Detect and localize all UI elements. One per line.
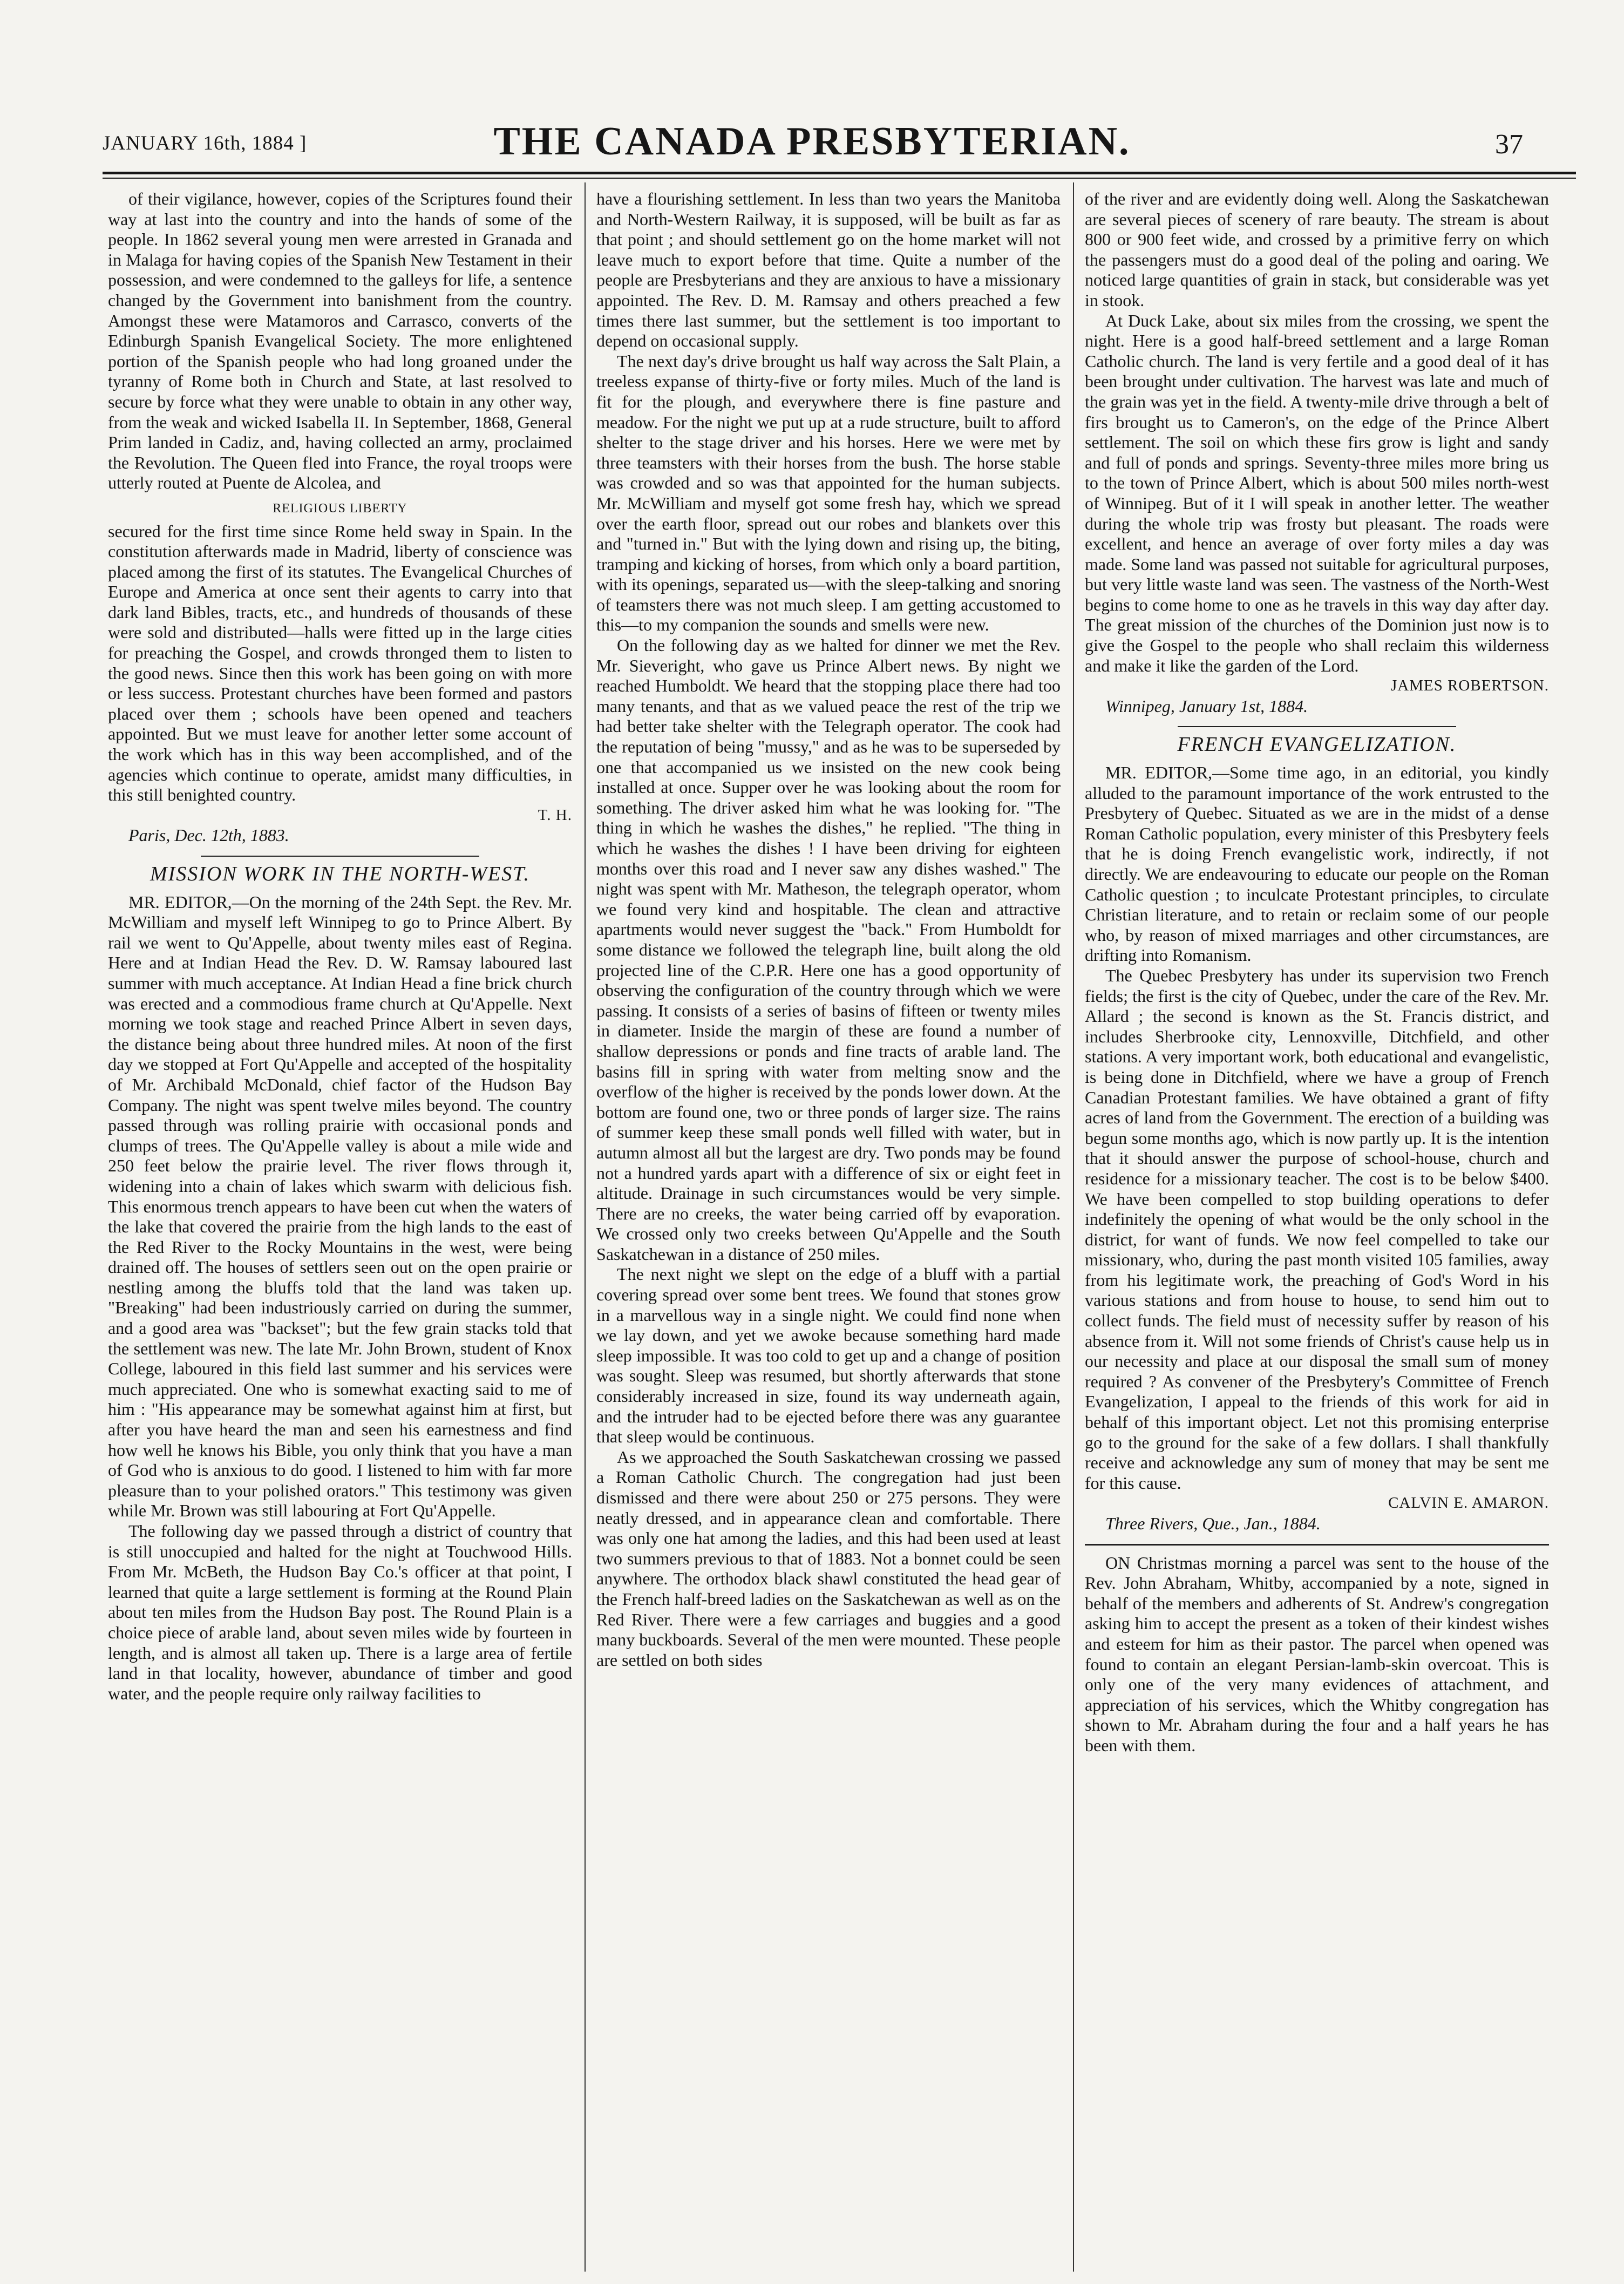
paragraph: ON Christmas morning a parcel was sent to the house of the Rev. John Abraham, Whitby, accompanied by a note, signed in behalf of the members and adherents of St. Andrew's congregation asking him to accept the present as a token of their kindest wishes and esteem for him as their pastor. The parcel when opened was found to contain an elegant Persian-lamb-skin overcoat. This is only one of the very many evidences of attachment, and appreciation of his services, which the Whitby congregation has shown to Mr. Abraham during the four and a half years he has been with them. bbox=[1085, 1553, 1549, 1755]
masthead-rule-thin bbox=[103, 178, 1576, 179]
dateline: Winnipeg, January 1st, 1884. bbox=[1105, 696, 1308, 716]
paragraph: secured for the first time since Rome held sway in Spain. In the constitution afterwards made in Madrid, liberty of conscience was placed among the first of its statutes. The Evangelical Churches of Europe and America at once sent their agents to carry into that dark land Bibles, tracts, etc., and hundreds of thousands of these were sold and distributed—halls were fitted up in the large cities for preaching the Gospel, and crowds thronged them to listen to the good news. Since then this work has been going on with more or less success. Protestant churches have been formed and pastors placed over them ; schools have been opened and teachers appointed. But we must leave for another letter some account of the work which has in this way been accomplished, and of the agencies which continue to operate, amidst many difficulties, in this still benighted country. bbox=[108, 521, 572, 805]
article-heading: MISSION WORK IN THE NORTH-WEST. bbox=[150, 863, 531, 885]
section-rule bbox=[1085, 1544, 1549, 1546]
column-divider bbox=[585, 182, 586, 2272]
paragraph: MR. EDITOR,—On the morning of the 24th Sept. the Rev. Mr. McWilliam and myself left Winnipeg to go to Prince Albert. By rail we went to Qu'Appelle, about twenty miles east of Regina. Here and at Indian Head the Rev. D. W. Ramsay laboured last summer with much acceptance. At Indian Head a fine brick church was erected and a commodious frame church at Qu'Appelle. Next morning we took stage and reached Prince Albert in seven days, the distance being about three hundred miles. At noon of the first day we stopped at Fort Qu'Appelle and accepted of the hospitality of Mr. Archibald McDonald, chief factor of the Hudson Bay Company. The night was spent twelve miles beyond. The country passed through was rolling prairie with occasional ponds and clumps of trees. The Qu'Appelle valley is about a mile wide and 250 feet below the prairie level. The river flows through it, widening into a chain of lakes which swarm with delicious fish. This enormous trench appears to have been cut when the waters of the lake that covered the prairie from the high lands to the east of the Red River to the Rocky Mountains in the west, were being drained off. The houses of settlers seen out on the open prairie or nestling among the bluffs told that the land was taken up. "Breaking" had been industriously carried on during the summer, and a good area was "backset"; but the few grain stacks told that the settlement was new. The late Mr. John Brown, student of Knox College, laboured in this field last summer and his services were much appreciated. One who is somewhat exacting said to me of him : "His appearance may be somewhat against him at first, but after you have heard the man and seen his earnestness and find how well he knows his Bible, you only think that you have a man of God who is anxious to do good. I listened to him with far more pleasure than to your polished orators." This testimony was given while Mr. Brown was still labouring at Fort Qu'Appelle. bbox=[108, 892, 572, 1521]
dateline: Three Rivers, Que., Jan., 1884. bbox=[1105, 1514, 1321, 1533]
paragraph: On the following day as we halted for dinner we met the Rev. Mr. Sieveright, who gave us Prince Albert news. By night we reached Humboldt. We heard that the stopping place there had too many tenants, and that as we valued peace the rest of the trip we had better take shelter with the Telegraph operator. The cook had the reputation of being "mussy," and as he was to be superseded by one that accompanied us we insisted on the new cook being installed at once. Supper over he was looking about the room for something. The driver asked him what he was looking for. "The thing in which he washes the dishes," he replied. "The thing in which he washes the dishes ! I have been driving for eighteen months over this road and I never saw any dishes washed." The night was spent with Mr. Matheson, the telegraph operator, whom we found very kind and hospitable. The clean and attractive apartments would never suggest the "back." From Humboldt for some distance we followed the telegraph line, built along the old projected line of the C.P.R. Here one has a good opportunity of observing the configuration of the country through which we were passing. It consists of a series of basins of fifteen or twenty miles in diameter. Inside the margin of these are found a number of shallow depressions or ponds and fine tracts of arable land. The basins fill in spring with water from melting snow and the overflow of the higher is received by the ponds lower down. At the bottom are found one, two or three ponds of larger size. The rains of summer keep these small ponds well filled with water, but in autumn almost all but the largest are dry. Two ponds may be found not a hundred yards apart with a difference of six or eight feet in altitude. Drainage in such circumstances would be very simple. There are no creeks, the water being carried off by evaporation. We crossed only two creeks between Qu'Appelle and the South Saskatchewan in a distance of 250 miles. bbox=[596, 635, 1061, 1264]
column-1 bbox=[108, 189, 572, 2273]
signature: JAMES ROBERTSON. bbox=[1390, 677, 1549, 695]
newspaper-title: THE CANADA PRESBYTERIAN. bbox=[493, 119, 1131, 164]
paragraph: The following day we passed through a district of country that is still unoccupied and halted for the night at Touchwood Hills. From Mr. McBeth, the Hudson Bay Co.'s officer at that point, I learned that quite a large settlement is forming at the Round Plain about ten miles from the Hudson Bay post. The Round Plain is a choice piece of arable land, about seven miles wide by fourteen in length, and is almost all taken up. There is a large area of fertile land in that locality, however, abundance of timber and good water, and the people require only railway facilities to bbox=[108, 1521, 572, 1703]
paragraph: have a flourishing settlement. In less than two years the Manitoba and North-Western Railway, it is supposed, will be built as far as that point ; and should settlement go on the home market will not leave much to export before that time. Quite a number of the people are Presbyterians and they are anxious to have a missionary appointed. The Rev. D. M. Ramsay and others preached a few times there last summer, but the settlement is too important to depend on occasional supply. bbox=[596, 189, 1061, 351]
paragraph: MR. EDITOR,—Some time ago, in an editorial, you kindly alluded to the paramount importance of the work entrusted to the Presbytery of Quebec. Situated as we are in the midst of a dense Roman Catholic population, every minister of this Presbytery feels that he is doing French evangelistic work, indirectly, if not directly. We are endeavouring to educate our people on the Roman Catholic question ; to inculcate Protestant principles, to circulate Christian literature, and to retain or reclaim some of our people who, by reason of mixed marriages and other circumstances, are drifting into Romanism. bbox=[1085, 763, 1549, 965]
paragraph: At Duck Lake, about six miles from the crossing, we spent the night. Here is a good half-breed settlement and a large Roman Catholic church. The land is very fertile and a good deal of it has been brought under cultivation. The harvest was late and much of the grain was yet in the field. A twenty-mile drive through a belt of firs brought us to Cameron's, on the edge of the Prince Albert settlement. The soil on which these firs grow is light and sandy and full of ponds and springs. Seventy-three miles more bring us to the town of Prince Albert, which is about 500 miles north-west of Winnipeg. But of it I will speak in another letter. The weather during the whole trip was frosty but pleasant. The roads were excellent, and hence an average of over forty miles a day was made. Some land was passed not suitable for agricultural purposes, but very little waste land was seen. The vastness of the North-West begins to come home to one as he travels in this way day after day. The great mission of the churches of the Dominion just now is to give the Gospel to the people who shall reclaim this wilderness and make it like the garden of the Lord. bbox=[1085, 310, 1549, 675]
subheading: RELIGIOUS LIBERTY bbox=[273, 501, 407, 516]
column-3 bbox=[1085, 189, 1549, 2273]
issue-date: JANUARY 16th, 1884 ] bbox=[103, 132, 307, 154]
masthead-rule-thick bbox=[103, 172, 1576, 174]
paragraph: The Quebec Presbytery has under its supervision two French fields; the first is the city of Quebec, under the care of the Rev. Mr. Allard ; the second is known as the St. Francis district, and includes Sherbrooke city, Lennoxville, Ditchfield, and other stations. A very important work, both educational and evangelistic, is being done in Ditchfield, where we have a group of French Canadian Protestant families. We have obtained a grant of fifty acres of land from the Government. The erection of a building was begun some months ago, which is now partly up. It is the intention that it should answer the purpose of school-house, church and residence for a missionary teacher. The cost is to be below $400. We have been compelled to stop building operations to defer indefinitely the opening of what would be the only school in the district, for want of funds. We now feel compelled to take our missionary, who, during the past month visited 105 families, away from his legitimate work, the preaching of God's Word in his various stations and from house to house, to send him out to collect funds. The field must of necessity suffer by reason of his absence from it. Will not some friends of Christ's cause help us in our necessity and place at our disposal the small sum of money required ? As convener of the Presbytery's Committee of French Evangelization, I appeal to the friends of this work for aid in behalf of this important object. Let not this promising enterprise go to the ground for the sake of a few dollars. I shall thankfully receive and acknowledge any sum of money that may be sent me for this cause. bbox=[1085, 965, 1549, 1493]
column-divider bbox=[1073, 182, 1074, 2272]
page-number: 37 bbox=[1495, 129, 1523, 160]
paragraph: The next day's drive brought us half way across the Salt Plain, a treeless expanse of thirty-five or forty miles. Much of the land is fit for the plough, and everywhere there is fine pasture and meadow. For the night we put up at a rude structure, built to afford shelter to the stage driver and his horses. Here we were met by three teamsters with their horses from the bush. The horse stable was crowded and so was that appointed for the human subjects. Mr. McWilliam and myself got some fresh hay, which we spread over the earth floor, spread out our robes and blankets over this and "turned in." But with the lying down and rising up, the biting, tramping and kicking of horses, from which only a board partition, with its openings, separated us—with the sleep-talking and snoring of teamsters there was not much sleep. I am getting accustomed to this—to my companion the sounds and smells were new. bbox=[596, 351, 1061, 635]
paragraph: of the river and are evidently doing well. Along the Saskatchewan are several pieces of scenery of rare beauty. The stream is about 800 or 900 feet wide, and crossed by a primitive ferry on which the passengers must do a good deal of the poling and oaring. We noticed large quantities of grain in stack, but considerable was yet in stook. bbox=[1085, 189, 1549, 310]
article-heading: FRENCH EVANGELIZATION. bbox=[1177, 733, 1457, 756]
section-rule bbox=[201, 856, 479, 857]
masthead bbox=[0, 0, 1624, 162]
paragraph: The next night we slept on the edge of a bluff with a partial covering spread over some bent trees. We found that stones grow in a marvellous way in a single night. We could find none when we lay down, and yet we awoke because something hard made sleep impossible. It was too cold to get up and a change of position was sought. Sleep was resumed, but shortly afterwards that stone considerably increased in size, found its way underneath again, and the intruder had to be ejected before there was any guarantee that sleep would be continuous. bbox=[596, 1264, 1061, 1447]
paragraph: As we approached the South Saskatchewan crossing we passed a Roman Catholic Church. The congregation had just been dismissed and there were about 250 or 275 persons. They were neatly dressed, and in appearance clean and comfortable. There was only one hat among the ladies, and this had been used at least two summers previous to that of 1883. Not a bonnet could be seen anywhere. The orthodox black shawl constituted the head gear of the French half-breed ladies on the Saskatchewan as well as on the Red River. There were a few carriages and buggies and a good many buckboards. Several of the men were mounted. These people are settled on both sides bbox=[596, 1447, 1061, 1670]
column-2 bbox=[596, 189, 1061, 2273]
section-rule bbox=[1178, 726, 1456, 727]
signature: CALVIN E. AMARON. bbox=[1388, 1494, 1549, 1512]
dateline: Paris, Dec. 12th, 1883. bbox=[128, 825, 289, 845]
paragraph: of their vigilance, however, copies of the Scriptures found their way at last into the country and into the hands of some of the people. In 1862 several young men were arrested in Granada and in Malaga for having copies of the Spanish New Testament in their possession, and were condemned to the galleys for life, a sentence changed by the Government into banishment from the country. Amongst these were Matamoros and Carrasco, converts of the Edinburgh Spanish Evangelical Society. The more enlightened portion of the Spanish people who had long groaned under the tyranny of Rome both in Church and State, at last resolved to secure by force what they were unable to obtain in any other way, from the weak and wicked Isabella II. In September, 1868, General Prim landed in Cadiz, and, having collected an army, proclaimed the Revolution. The Queen fled into France, the royal troops were utterly routed at Puente de Alcolea, and bbox=[108, 189, 572, 493]
signature: T. H. bbox=[538, 806, 572, 824]
